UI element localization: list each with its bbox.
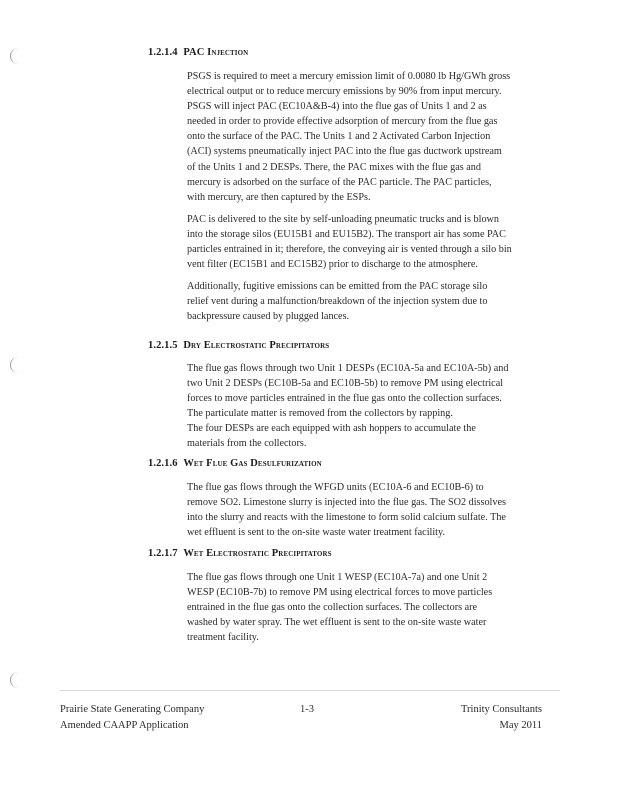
text-line: with mercury, are then captured by the ESPs. [187,191,371,203]
text-line: backpressure caused by plugged lances. [187,311,350,323]
footer-company: Prairie State Generating Company [60,704,205,715]
text-line: The flue gas flows through two Unit 1 DESPs (EC10A-5a and EC10A-5b) and [187,363,509,374]
footer-consultant: Trinity Consultants [460,704,542,715]
text-line: electrical output or to reduce mercury emissions by 90% from input mercury. [187,86,502,98]
section-number: 1.2.1.4 [148,47,178,58]
text-line: PAC is delivered to the site by self-unloading pneumatic trucks and is blown [187,214,499,225]
text-line: into the slurry and reacts with the limestone to form solid calcium sulfate. The [187,512,506,524]
text-line: The flue gas flows through one Unit 1 WESP (EC10A-7a) and one Unit 2 [187,572,488,583]
binder-hole-mark-bottom [10,672,19,688]
section-heading-pac-injection [148,47,248,58]
binder-hole-mark-top [10,48,19,64]
section-number: 1.2.1.7 [148,548,178,559]
text-line: The particulate matter is removed from the collectors by rapping. [187,408,453,420]
text-line: washed by water spray. The wet effluent is sent to the on-site waste water [187,617,487,629]
text-line: vent filter (EC15B1 and EC15B2) prior to discharge to the atmosphere. [187,259,478,271]
section-title: Wet Flue Gas Desulfurization [183,458,322,469]
text-line: materials from the collectors. [187,438,307,450]
section-number: 1.2.1.5 [148,340,178,351]
section-title: Wet Electrostatic Precipitators [183,548,332,559]
text-line: wet effluent is sent to the on-site waste water treatment facility. [187,527,445,539]
footer-document-title: Amended CAAPP Application [60,720,189,731]
text-line: The flue gas flows through the WFGD units (EC10A-6 and EC10B-6) to [187,482,484,493]
text-line: treatment facility. [187,632,259,644]
section-heading-dry-esp [148,340,329,351]
text-line: mercury is adsorbed on the surface of the PAC particle. The PAC particles, [187,176,492,188]
text-line: two Unit 2 DESPs (EC10B-5a and EC10B-5b) to remove PM using electrical [187,378,504,390]
page-number: 1-3 [300,704,314,715]
text-line: forces to move particles entrained in the flue gas onto the collection surfaces. [187,393,502,405]
text-line: remove SO2. Limestone slurry is injected into the flue gas. The SO2 dissolves [187,497,506,509]
section-title: PAC Injection [183,47,249,58]
binder-hole-mark-middle [10,357,19,373]
paragraph [187,279,557,324]
footer-divider [60,690,560,691]
paragraph [187,361,557,452]
text-line: particles entrained in it; therefore, the conveying air is vented through a silo bin [187,244,512,256]
paragraph [187,570,557,645]
section-title: Dry Electrostatic Precipitators [183,340,330,351]
text-line: WESP (EC10B-7b) to remove PM using electrical forces to move particles [187,587,493,599]
text-line: PSGS will inject PAC (EC10A&B-4) into the flue gas of Units 1 and 2 as [187,101,487,113]
text-line: relief vent during a malfunction/breakdown of the injection system due to [187,296,488,308]
paragraph [187,212,557,272]
section-heading-wet-esp [148,548,332,559]
footer-date: May 2011 [499,720,542,731]
section-number: 1.2.1.6 [148,458,178,469]
text-line: The four DESPs are each equipped with ash hoppers to accumulate the [187,423,476,435]
text-line: Additionally, fugitive emissions can be emitted from the PAC storage silo [187,281,488,292]
text-line: needed in order to provide effective adsorption of mercury from the flue gas [187,116,498,128]
text-line: (ACI) systems pneumatically inject PAC into the flue gas ductwork upstream [187,146,502,158]
section-heading-wfgd [148,458,322,469]
text-line: entrained in the flue gas onto the collection surfaces. The collectors are [187,602,478,614]
text-line: of the Units 1 and 2 DESPs. There, the PAC mixes with the flue gas and [187,161,481,173]
paragraph [187,69,557,205]
text-line: into the storage silos (EU15B1 and EU15B2). The transport air has some PAC [187,229,506,241]
text-line: onto the surface of the PAC. The Units 1 and 2 Activated Carbon Injection [187,131,491,143]
text-line: PSGS is required to meet a mercury emission limit of 0.0080 lb Hg/GWh gross [187,71,511,82]
paragraph [187,480,557,540]
